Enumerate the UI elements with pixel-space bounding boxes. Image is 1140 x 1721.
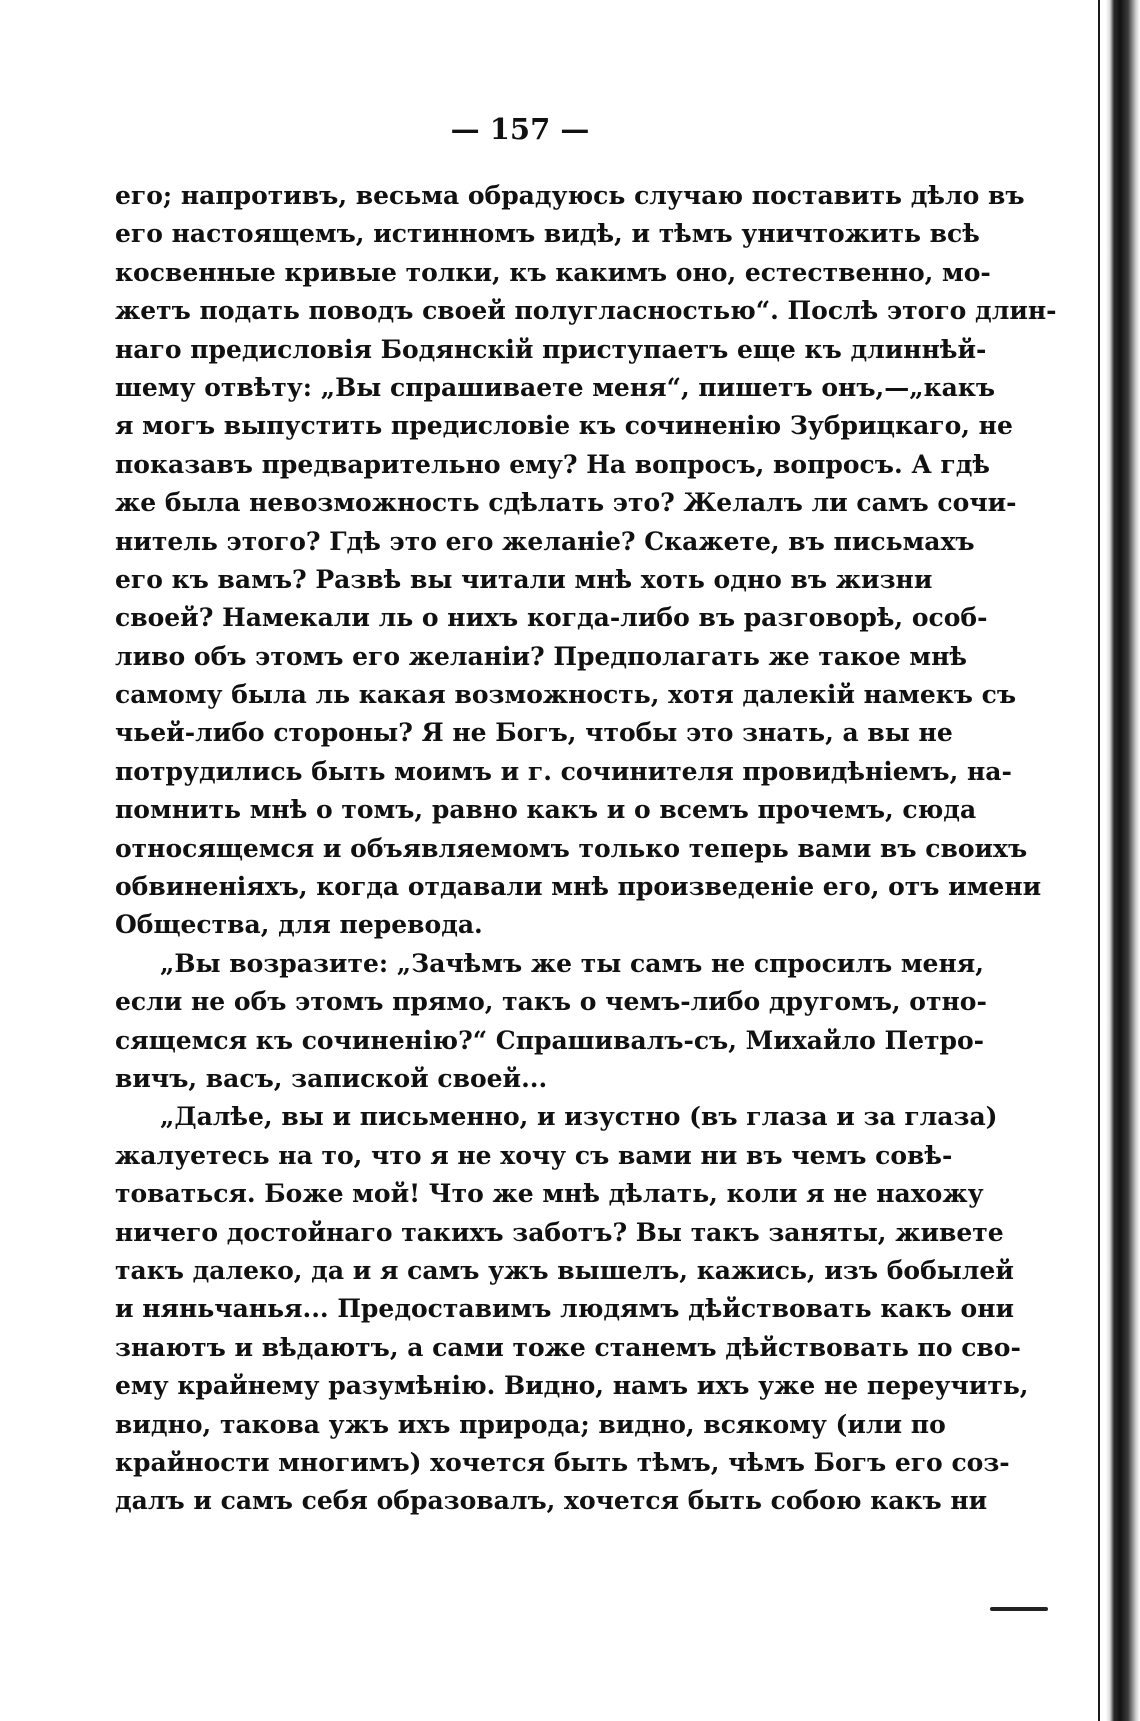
text-line: же была невозможность сдѣлать это? Желалъ ли самъ сочи- — [115, 488, 1017, 518]
text-line: товаться. Боже мой! Что же мнѣ дѣлать, коли я не нахожу — [115, 1179, 984, 1209]
text-line: наго предисловія Бодянскій приступаетъ еще къ длиннѣй- — [115, 334, 987, 364]
text-line: чьей-либо стороны? Я не Богъ, чтобы это знать, а вы не — [115, 718, 953, 748]
text-line: косвенные кривые толки, къ какимъ оно, естественно, мо- — [115, 257, 991, 287]
text-line: его къ вамъ? Развѣ вы читали мнѣ хоть одно въ жизни — [115, 564, 933, 594]
text-line: помнить мнѣ о томъ, равно какъ и о всемъ прочемъ, сюда — [115, 795, 977, 825]
paragraph-start-line: „Далѣе, вы и письменно, и изустно (въ глаза и за глаза) — [160, 1102, 998, 1132]
text-line: далъ и самъ себя образовалъ, хочется быть собою какъ ни — [115, 1486, 988, 1516]
text-line: если не объ этомъ прямо, такъ о чемъ-либо другомъ, отно- — [115, 987, 987, 1017]
text-line: его; напротивъ, весьма обрадуюсь случаю поставить дѣло въ — [115, 181, 1025, 210]
text-line: ему крайнему разумѣнію. Видно, намъ ихъ уже не переучить, — [115, 1371, 1029, 1401]
text-line: такъ далеко, да и я самъ ужъ вышелъ, кажись, изъ бобылей — [115, 1255, 1014, 1285]
text-line: видно, такова ужъ ихъ природа; видно, всякому (или по — [115, 1409, 946, 1439]
page-number: — 157 — — [450, 112, 590, 146]
text-line: жалуетесь на то, что я не хочу съ вами ни въ чемъ совѣ- — [115, 1140, 953, 1170]
book-binding-edge — [1106, 0, 1140, 1721]
text-line: самому была ль какая возможность, хотя далекій намекъ съ — [115, 680, 1017, 710]
text-line: потрудились быть моимъ и г. сочинителя провидѣніемъ, на- — [115, 756, 1012, 786]
text-line: знаютъ и вѣдаютъ, а сами тоже станемъ дѣйствовать по сво- — [115, 1332, 1021, 1362]
text-line: нитель этого? Гдѣ это его желаніе? Скажете, въ письмахъ — [115, 526, 975, 556]
text-line: ливо объ этомъ его желаніи? Предполагать же такое мнѣ — [115, 641, 968, 671]
paragraph-end-line: Общества, для перевода. — [115, 910, 483, 940]
text-line: своей? Намекали ль о нихъ когда-либо въ разговорѣ, особ- — [115, 603, 988, 633]
text-line: показавъ предварительно ему? На вопросъ, вопросъ. А гдѣ — [115, 449, 990, 479]
body-text — [115, 177, 1057, 1521]
text-line: обвиненіяхъ, когда отдавали мнѣ произведеніе его, отъ имени — [115, 872, 1042, 902]
text-line: сящемся къ сочиненію?“ Спрашивалъ-съ, Михайло Петро- — [115, 1025, 985, 1055]
text-line: жетъ подать поводъ своей полугласностью“. Послѣ этого длин- — [115, 296, 1057, 326]
scan-dash-mark — [990, 1607, 1048, 1611]
text-line: шему отвѣту: „Вы спрашиваете меня“, пишетъ онъ,—„какъ — [115, 372, 996, 402]
text-line: ничего достойнаго такихъ заботъ? Вы такъ заняты, живете — [115, 1217, 1004, 1247]
page-edge-line — [1098, 0, 1100, 1721]
text-line: и няньчанья... Предоставимъ людямъ дѣйствовать какъ они — [115, 1294, 1015, 1324]
text-line: я могъ выпустить предисловіе къ сочиненію Зубрицкаго, не — [115, 411, 1013, 441]
paragraph-end-line: вичъ, васъ, запиской своей... — [115, 1063, 548, 1093]
text-line: относящемся и объявляемомъ только теперь вами въ своихъ — [115, 833, 1028, 863]
paragraph-start-line: „Вы возразите: „Зачѣмъ же ты самъ не спросилъ меня, — [160, 948, 984, 978]
text-line: крайности многимъ) хочется быть тѣмъ, чѣмъ Богъ его соз- — [115, 1447, 1010, 1477]
text-line: его настоящемъ, истинномъ видѣ, и тѣмъ уничтожить всѣ — [115, 219, 980, 249]
